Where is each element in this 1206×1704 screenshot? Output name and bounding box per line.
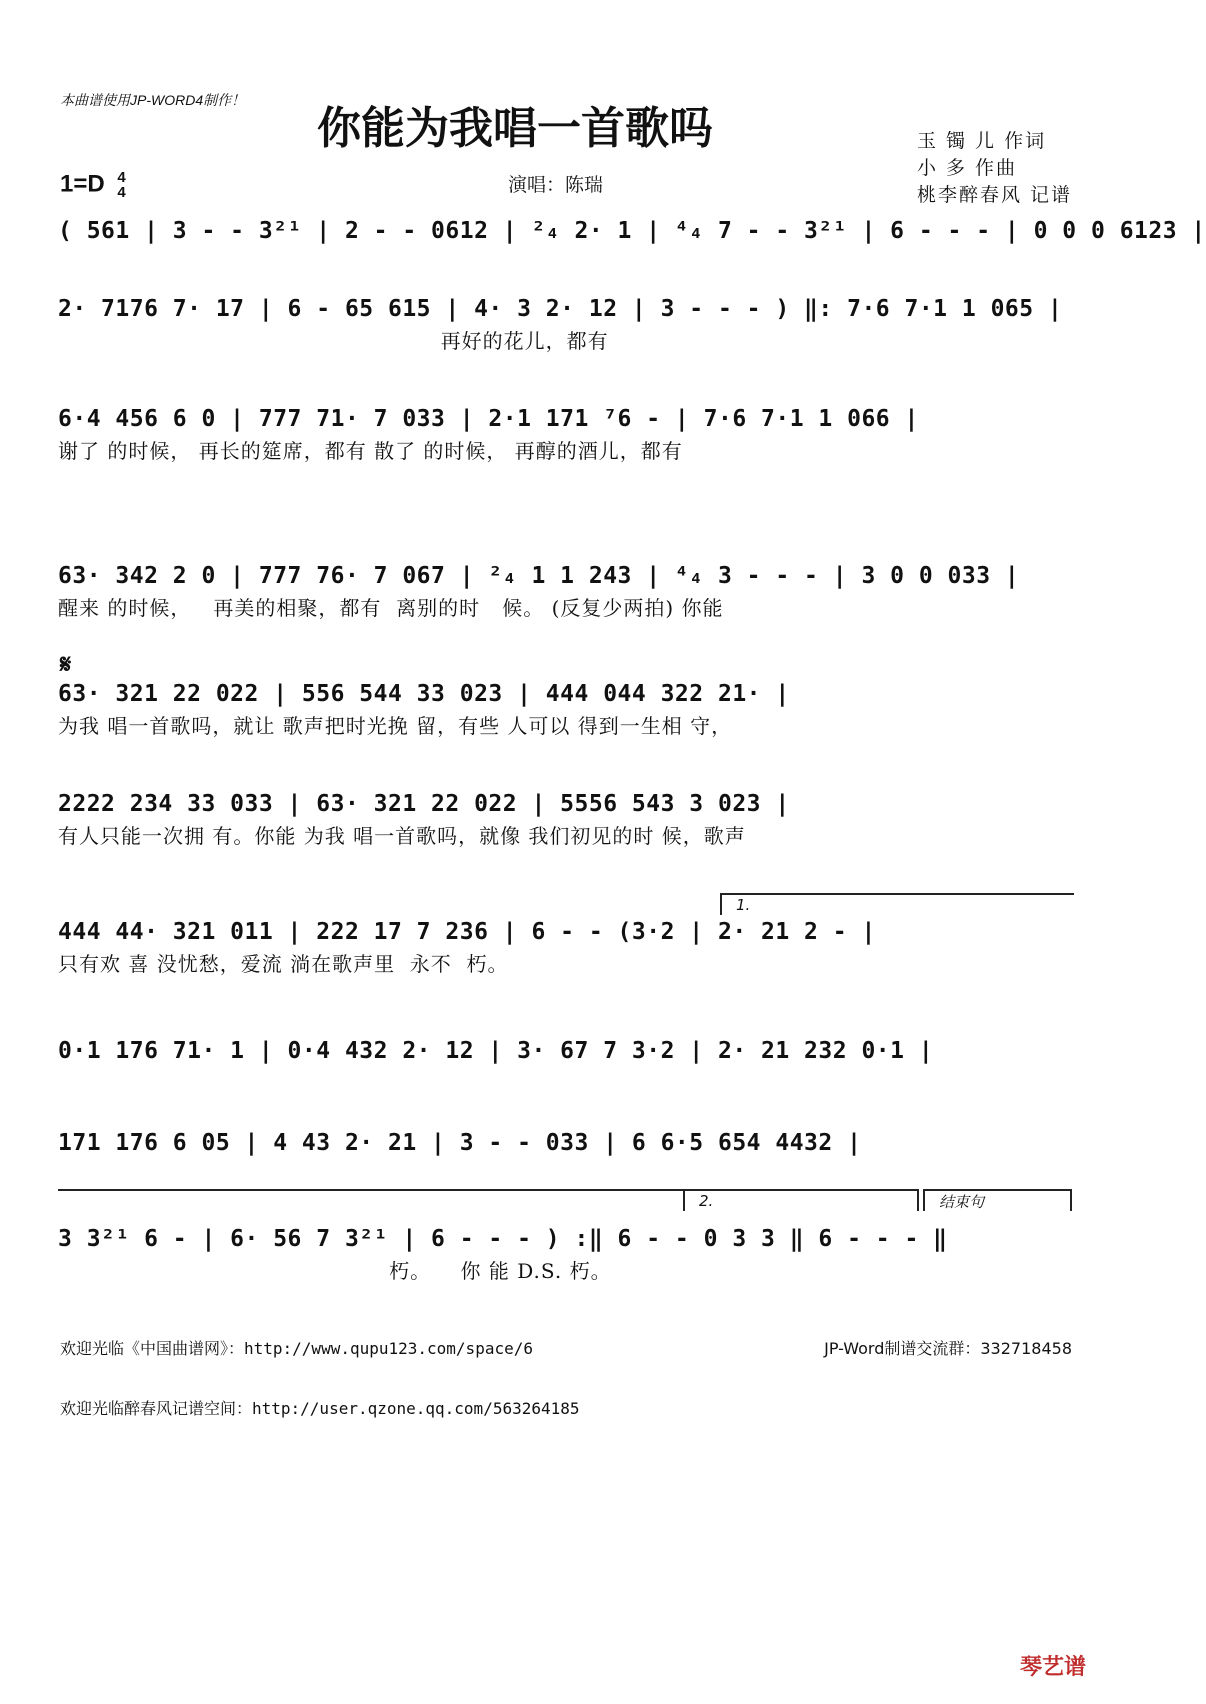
footer-website: 欢迎光临《中国曲谱网》：http://www.qupu123.com/space/6 [60,1339,533,1358]
footer-qzone: 欢迎光临醉春风记谱空间：http://user.qzone.qq.com/563264185 [60,1399,580,1418]
lyricist: 玉 镯 儿 作词 [916,130,1047,152]
time-signature [117,170,125,200]
key-signature [60,170,126,200]
lyrics-line: 再好的花儿，都有 [58,329,609,353]
made-with-note: 本曲谱使用JP-WORD4制作！ [60,92,246,108]
credits [917,128,1072,209]
repeat-bracket-line [58,1189,683,1191]
composer: 小 多 作曲 [916,157,1018,179]
lyrics-line [58,248,1072,278]
staff-system-3 [58,402,1072,466]
lyrics-line: 只有欢 喜 没忧愁，爱流 淌在歌声里 永不 朽。 [58,952,509,976]
lyrics-line: 醒来 的时候， 再美的相聚，都有 离别的时 候。 (反复少两拍) 你能 [58,596,724,620]
singer: 演唱：陈瑞 [508,174,604,196]
second-ending-label: 2. [699,1192,714,1210]
staff-system-7 [58,915,1072,979]
first-ending-label: 1. [736,896,751,914]
footer-group: JP-Word制谱交流群：332718458 [824,1339,1072,1358]
lyrics-line: 谢了 的时候， 再长的筵席，都有 散了 的时候， 再醇的酒儿，都有 [58,439,683,463]
ending-bracket [923,1189,1072,1211]
notes-line: ( 561 | 3 - - 3²¹ | 2 - - 0612 | ²₄ 2· 1 | ⁴₄ 7 - - 3²¹ | 6 - - - | 0 0 0 6123 | [58,218,1206,244]
song-title: 你能为我唱一首歌吗 [317,103,713,154]
notes-line: 6·4 456 6 0 | 777 71· 7 033 | 2·1 171 ⁷6 - | 7·6 7·1 1 066 | [58,406,919,432]
time-top: 4 [117,169,126,186]
notes-line: 3 3²¹ 6 - | 6· 56 7 3²¹ | 6 - - - ) :‖ 6 - - 0 3 3 ‖ 6 - - - ‖ [58,1226,948,1252]
staff-system-2 [58,292,1072,356]
transcriber: 桃李醉春风 记谱 [916,184,1072,206]
notes-line: 0·1 176 71· 1 | 0·4 432 2· 12 | 3· 67 7 3·2 | 2· 21 232 0·1 | [58,1038,934,1064]
notes-line: 2· 7176 7· 17 | 6 - 65 615 | 4· 3 2· 12 | 3 - - - ) ‖: 7·6 7·1 1 065 | [58,296,1063,322]
staff-system-10 [58,1222,1072,1286]
notes-line: 2222 234 33 033 | 63· 321 22 022 | 5556 543 3 023 | [58,791,790,817]
first-ending-bracket [720,893,1074,915]
staff-system-1 [58,214,1206,278]
lyrics-line: 为我 唱一首歌吗，就让 歌声把时光挽 留，有些 人可以 得到一生相 守， [58,714,733,738]
notes-line: 444 44· 321 011 | 222 17 7 236 | 6 - - (3·2 | 2· 21 2 - | [58,919,876,945]
time-bottom: 4 [117,184,126,201]
notes-line: 63· 321 22 022 | 556 544 33 023 | 444 044 322 21· | [58,681,790,707]
segno-sign: 𝄋 [60,650,72,680]
staff-system-4 [58,559,1072,623]
lyrics-line: 有人只能一次拥 有。你能 为我 唱一首歌吗，就像 我们初见的时 候，歌声 [58,824,746,848]
staff-system-6 [58,787,1072,851]
staff-system-5 [58,677,1072,741]
watermark-logo: 琴艺谱 [1019,1654,1086,1679]
notes-line: 171 176 6 05 | 4 43 2· 21 | 3 - - 033 | 6 6·5 654 4432 | [58,1130,862,1156]
ending-label: 结束句 [939,1193,985,1211]
key-label: 1=D [60,170,105,198]
lyrics-line: 朽。 你 能 D.S. 朽。 [58,1259,612,1283]
staff-system-8 [58,1034,1072,1068]
second-ending-bracket [683,1189,919,1211]
notes-line: 63· 342 2 0 | 777 76· 7 067 | ²₄ 1 1 243 | ⁴₄ 3 - - - | 3 0 0 033 | [58,563,1020,589]
staff-system-9 [58,1126,1072,1160]
